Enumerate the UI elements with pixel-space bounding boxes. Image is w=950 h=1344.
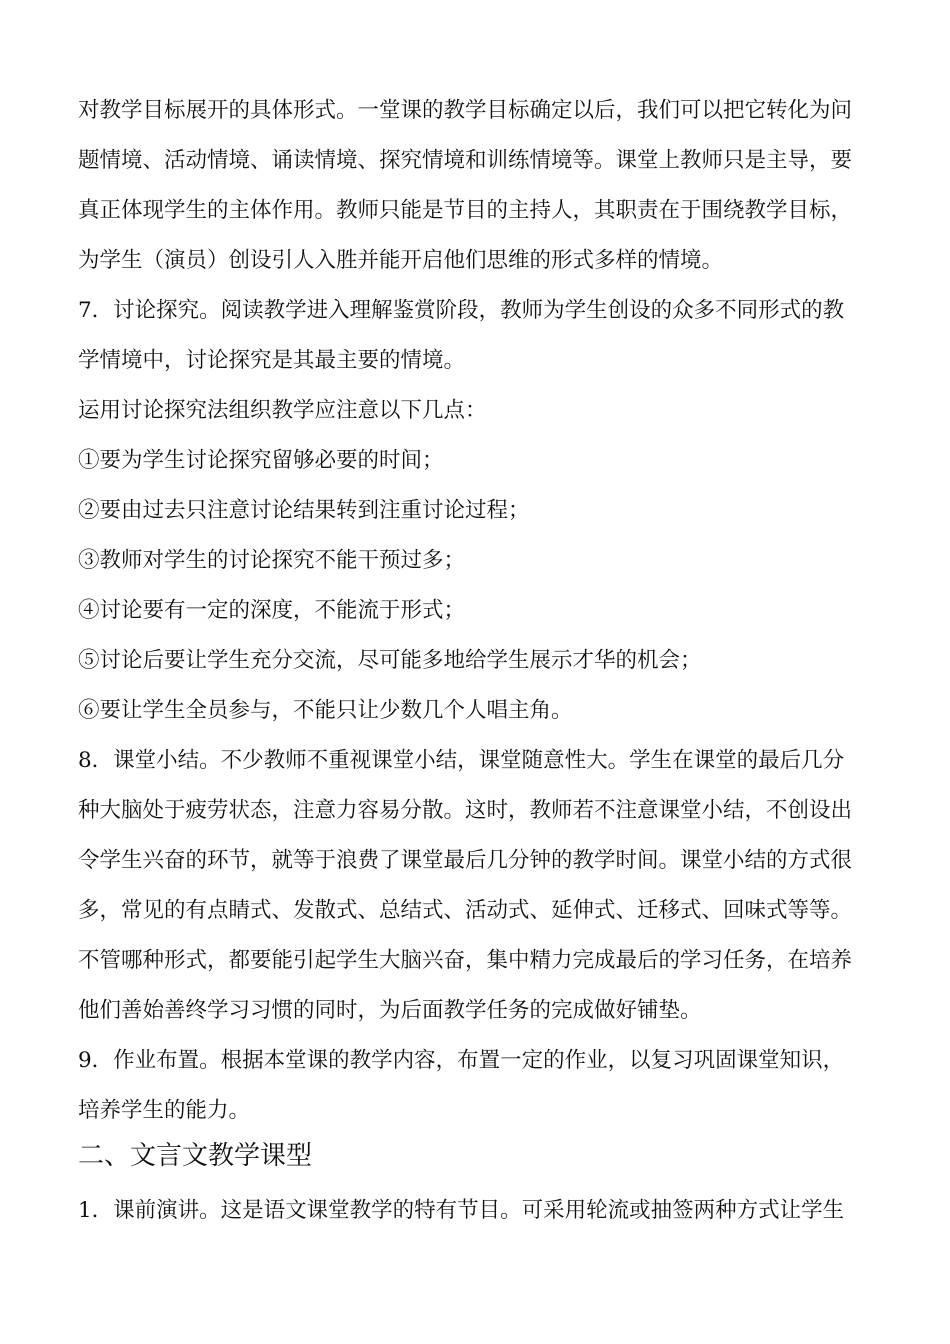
- text-line: 种大脑处于疲劳状态，注意力容易分散。这时，教师若不注意课堂小结，不创设出: [78, 798, 853, 823]
- text-line: 不管哪种形式，都要能引起学生大脑兴奋，集中精力完成最后的学习任务，在培养: [78, 948, 853, 973]
- text-line: 7．讨论探究。阅读教学进入理解鉴赏阶段，教师为学生创设的众多不同形式的教: [78, 298, 845, 323]
- text-line: 真正体现学生的主体作用。教师只能是节目的主持人，其职责在于围绕教学目标，: [78, 198, 853, 223]
- text-line: 培养学生的能力。: [78, 1098, 251, 1123]
- list-item: ③教师对学生的讨论探究不能干预过多；: [78, 548, 466, 573]
- text-line: 为学生（演员）创设引人入胜并能开启他们思维的形式多样的情境。: [78, 248, 724, 273]
- list-item: ②要由过去只注意讨论结果转到注重讨论过程；: [78, 498, 530, 523]
- text-line: 他们善始善终学习习惯的同时，为后面教学任务的完成做好铺垫。: [78, 998, 702, 1023]
- list-item: ⑤讨论后要让学生充分交流，尽可能多地给学生展示才华的机会；: [78, 648, 702, 673]
- text-line: 多，常见的有点睛式、发散式、总结式、活动式、延伸式、迁移式、回味式等等。: [78, 898, 853, 923]
- section-heading: 二、文言文教学课型: [78, 1141, 313, 1171]
- text-line: 对教学目标展开的具体形式。一堂课的教学目标确定以后，我们可以把它转化为问: [78, 98, 853, 123]
- list-item: ④讨论要有一定的深度，不能流于形式；: [78, 598, 466, 623]
- text-line: 8．课堂小结。不少教师不重视课堂小结，课堂随意性大。学生在课堂的最后几分: [78, 748, 845, 773]
- text-line: 学情境中，讨论探究是其最主要的情境。: [78, 348, 466, 373]
- text-line: 令学生兴奋的环节，就等于浪费了课堂最后几分钟的教学时间。课堂小结的方式很: [78, 848, 853, 873]
- text-line: 1．课前演讲。这是语文课堂教学的特有节目。可采用轮流或抽签两种方式让学生: [78, 1198, 845, 1223]
- list-item: ⑥要让学生全员参与，不能只让少数几个人唱主角。: [78, 698, 573, 723]
- text-line: 运用讨论探究法组织教学应注意以下几点：: [78, 398, 487, 423]
- text-line: 题情境、活动情境、诵读情境、探究情境和训练情境等。课堂上教师只是主导，要: [78, 148, 853, 173]
- list-item: ①要为学生讨论探究留够必要的时间；: [78, 448, 444, 473]
- text-line: 9．作业布置。根据本堂课的教学内容，布置一定的作业，以复习巩固课堂知识，: [78, 1048, 845, 1073]
